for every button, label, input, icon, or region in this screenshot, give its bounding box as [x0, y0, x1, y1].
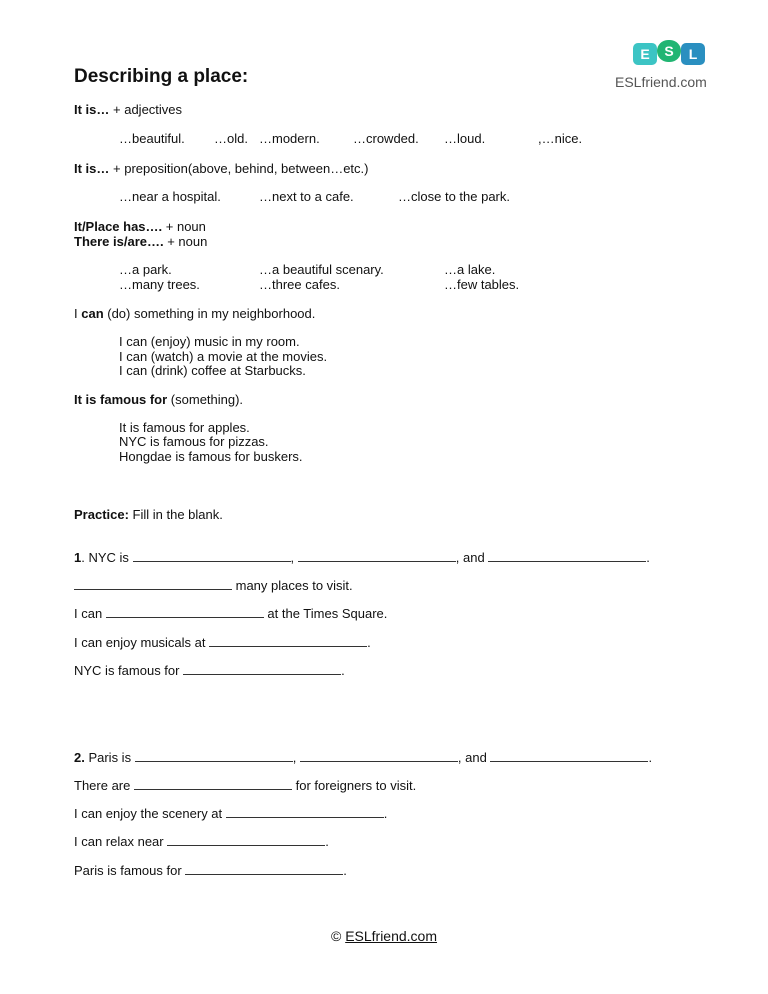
q2-line3: I can enjoy the scenery at .	[74, 806, 388, 821]
eslfriend-logo	[615, 40, 725, 96]
blank[interactable]	[167, 834, 325, 846]
example: …near a hospital.	[119, 189, 221, 204]
example: ,…nice.	[538, 131, 583, 146]
section-has-heading: It/Place has…. + noun	[74, 219, 206, 234]
blank[interactable]	[298, 550, 456, 562]
example: I can (watch) a movie at the movies.	[119, 349, 328, 364]
example: I can (enjoy) music in my room.	[119, 334, 300, 349]
q1-line4: I can enjoy musicals at .	[74, 635, 371, 650]
q2-line4: I can relax near .	[74, 834, 329, 849]
example: …a park.	[119, 262, 172, 277]
blank[interactable]	[488, 550, 646, 562]
blank[interactable]	[135, 750, 293, 762]
q1-line5: NYC is famous for .	[74, 663, 345, 678]
example: …next to a cafe.	[259, 189, 354, 204]
q2-line2: There are for foreigners to visit.	[74, 778, 417, 793]
example: …loud.	[444, 131, 486, 146]
blank[interactable]	[74, 578, 232, 590]
example: I can (drink) coffee at Starbucks.	[119, 363, 306, 378]
example: …close to the park.	[398, 189, 510, 204]
blank[interactable]	[106, 606, 264, 618]
blank[interactable]	[490, 750, 648, 762]
logo-e: E	[633, 43, 657, 65]
q2-line1: 2. Paris is , , and .	[74, 750, 653, 765]
blank[interactable]	[300, 750, 458, 762]
example: …three cafes.	[259, 277, 340, 292]
section-adjectives-heading: It is… + adjectives	[74, 102, 183, 117]
blank[interactable]	[209, 635, 367, 647]
logo-s: S	[657, 40, 681, 62]
logo-l: L	[681, 43, 705, 65]
q1-line2: many places to visit.	[74, 578, 353, 594]
blank[interactable]	[134, 778, 292, 790]
example: …old.	[214, 131, 248, 146]
blank[interactable]	[183, 663, 341, 675]
q1-line1: 1. NYC is , , and .	[74, 550, 650, 565]
example: …many trees.	[119, 277, 200, 292]
blank[interactable]	[185, 863, 343, 875]
footer-copyright: © ESLfriend.com	[330, 928, 438, 944]
example: …beautiful.	[119, 131, 185, 146]
example: …modern.	[259, 131, 320, 146]
q2-line5: Paris is famous for .	[74, 863, 347, 878]
example: …few tables.	[444, 277, 520, 292]
logo-text: ESLfriend.com	[615, 74, 707, 90]
example: …a beautiful scenary.	[259, 262, 384, 277]
section-famous-heading: It is famous for (something).	[74, 392, 244, 407]
footer-link[interactable]: ESLfriend.com	[345, 928, 438, 944]
section-preposition-heading: It is… + preposition(above, behind, between…etc.)	[74, 161, 369, 176]
practice-heading: Practice: Fill in the blank.	[74, 507, 223, 522]
section-can-heading: I can (do) something in my neighborhood.	[74, 306, 316, 321]
example: NYC is famous for pizzas.	[119, 434, 269, 449]
page-title: Describing a place:	[74, 66, 249, 87]
blank[interactable]	[133, 550, 291, 562]
example: Hongdae is famous for buskers.	[119, 449, 303, 464]
example: It is famous for apples.	[119, 420, 250, 435]
blank[interactable]	[226, 806, 384, 818]
example: …a lake.	[444, 262, 496, 277]
example: …crowded.	[353, 131, 419, 146]
q1-line3: I can at the Times Square.	[74, 606, 388, 621]
section-there-is-heading: There is/are…. + noun	[74, 234, 208, 249]
